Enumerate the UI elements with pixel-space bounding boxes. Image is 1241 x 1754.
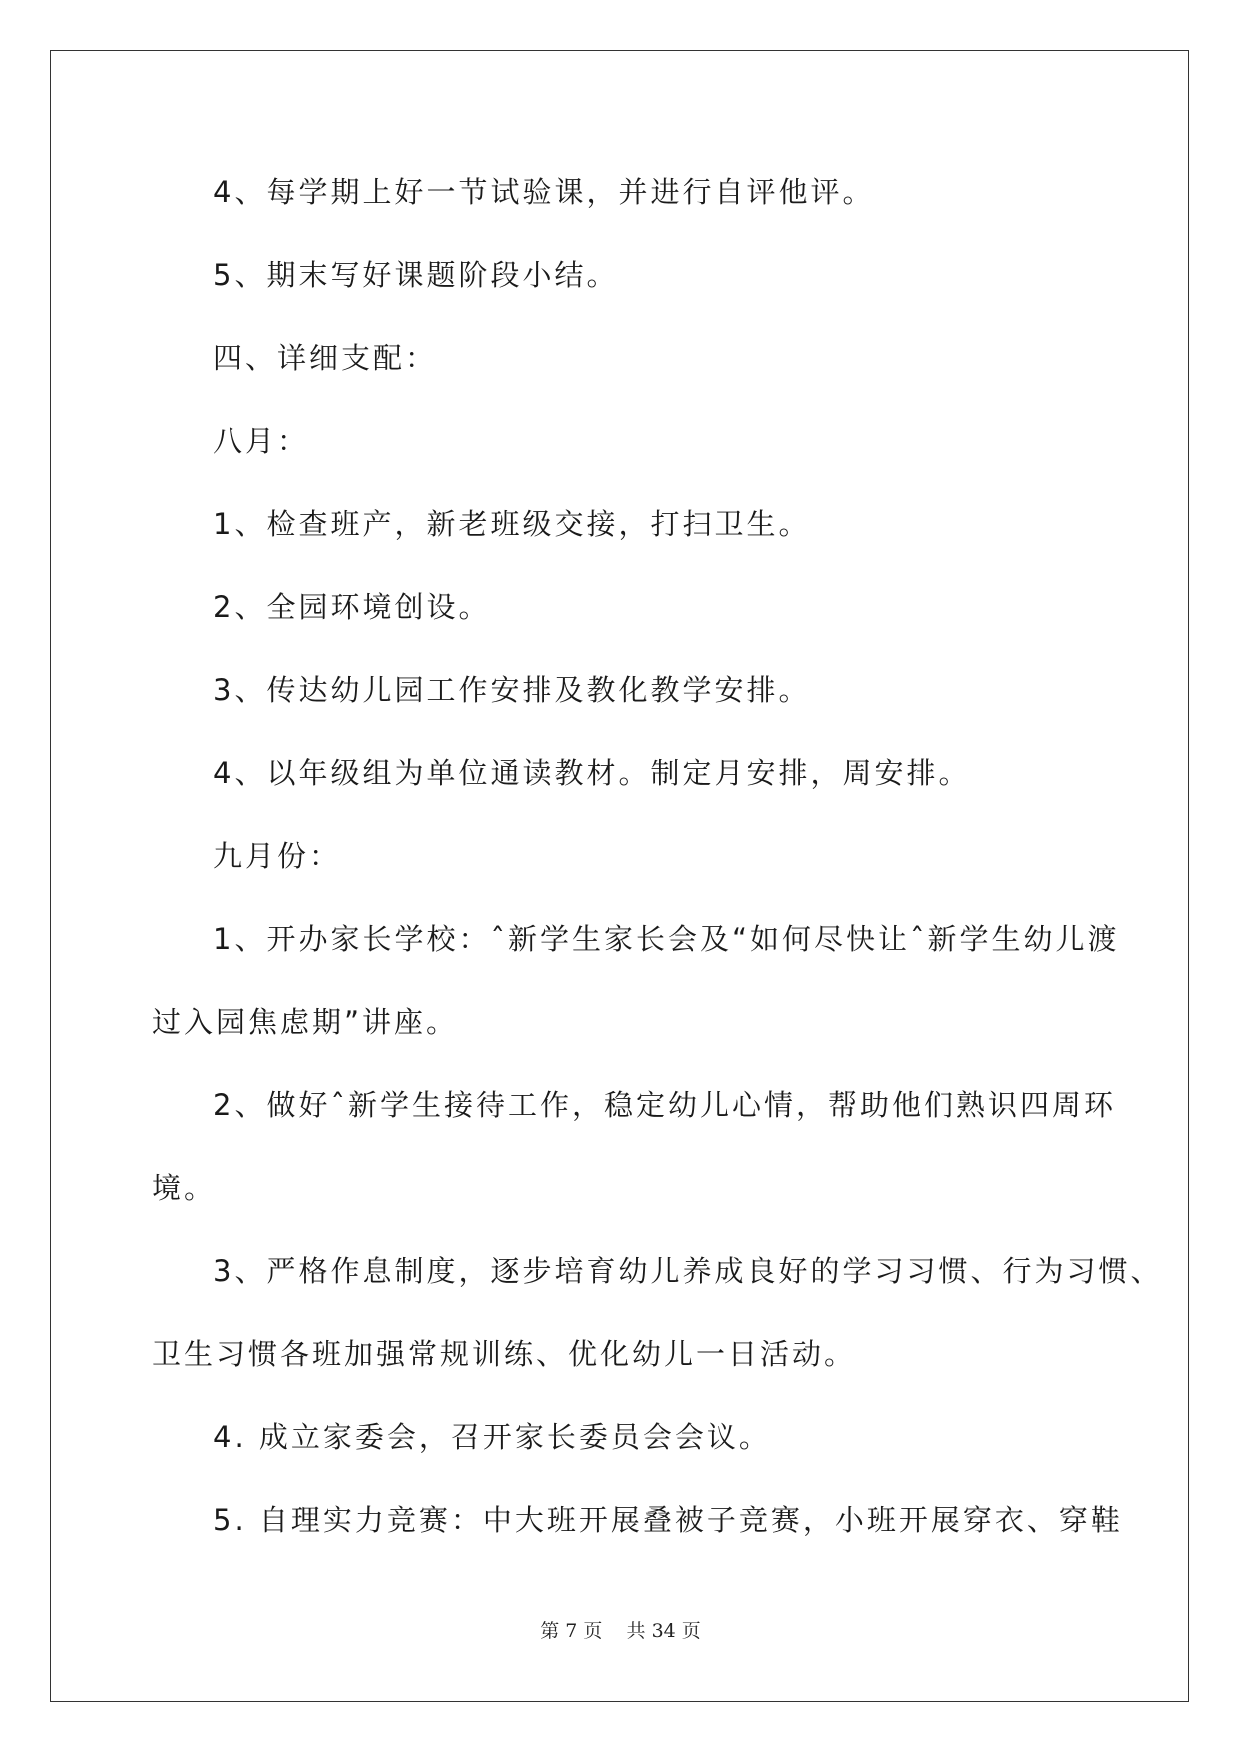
page-number-label: 第 7 页 共 34 页	[540, 1620, 701, 1642]
paragraph-line: 卫生习惯各班加强常规训练、优化幼儿一日活动。	[152, 1337, 857, 1371]
paragraph-line: 1、开办家长学校：ˆ新学生家长会及“如何尽快让ˆ新学生幼儿渡	[213, 922, 1120, 956]
paragraph-line: 4、每学期上好一节试验课，并进行自评他评。	[213, 175, 875, 209]
paragraph-line: 3、严格作息制度，逐步培育幼儿养成良好的学习习惯、行为习惯、	[213, 1254, 1163, 1288]
paragraph-line: 4、以年级组为单位通读教材。制定月安排，周安排。	[213, 756, 971, 790]
month-heading: 九月份：	[213, 839, 342, 873]
page-footer	[0, 1618, 1241, 1644]
section-heading: 四、详细支配：	[213, 341, 438, 375]
paragraph-line: 2、全园环境创设。	[213, 590, 491, 624]
paragraph-line: 1、检查班产，新老班级交接，打扫卫生。	[213, 507, 811, 541]
paragraph-line: 5. 自理实力竞赛：中大班开展叠被子竞赛，小班开展穿衣、穿鞋	[213, 1503, 1123, 1537]
month-heading: 八月：	[213, 424, 310, 458]
paragraph-line: 2、做好ˆ新学生接待工作，稳定幼儿心情，帮助他们熟识四周环	[213, 1088, 1116, 1122]
paragraph-line: 4. 成立家委会，召开家长委员会会议。	[213, 1420, 771, 1454]
paragraph-line: 过入园焦虑期”讲座。	[152, 1005, 459, 1039]
paragraph-line: 5、期末写好课题阶段小结。	[213, 258, 619, 292]
paragraph-line: 境。	[152, 1171, 217, 1205]
paragraph-line: 3、传达幼儿园工作安排及教化教学安排。	[213, 673, 811, 707]
